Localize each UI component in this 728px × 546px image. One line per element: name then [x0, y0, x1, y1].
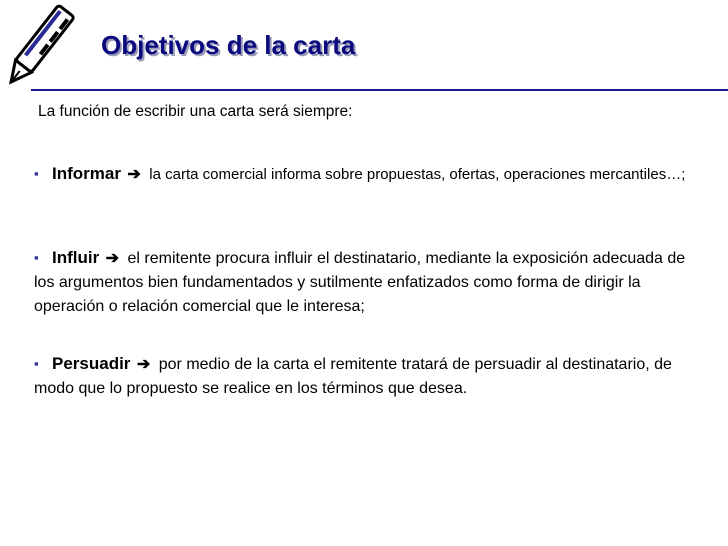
list-item-influir	[34, 246, 704, 319]
list-item-persuadir	[34, 352, 704, 401]
item-term: Informar	[52, 164, 121, 183]
list-item-informar	[34, 162, 704, 187]
bullet-icon: ▪	[34, 356, 39, 371]
pen-icon	[0, 0, 80, 90]
bullet-icon: ▪	[34, 250, 39, 265]
arrow-icon: ➔	[127, 166, 141, 183]
title-divider	[31, 89, 728, 91]
item-description: la carta comercial informa sobre propuestas, ofertas, operaciones mercantiles…;	[149, 166, 686, 183]
arrow-icon: ➔	[105, 250, 120, 267]
arrow-icon: ➔	[136, 356, 151, 373]
intro-text: La función de escribir una carta será siempre:	[38, 103, 353, 120]
item-description: el remitente procura influir el destinatario, mediante la exposición adecuada de los argumentos bien fundamentados y sutilmente enfatizados como forma de dirigir la operación o relación comercial que le interesa;	[34, 250, 686, 315]
page-title: Objetivos de la carta	[101, 30, 356, 60]
item-term: Persuadir	[52, 354, 131, 373]
item-description: por medio de la carta el remitente tratará de persuadir al destinatario, de modo que lo propuesto se realice en los términos que desea.	[34, 356, 672, 397]
item-term: Influir	[52, 248, 100, 267]
bullet-icon: ▪	[34, 166, 39, 181]
